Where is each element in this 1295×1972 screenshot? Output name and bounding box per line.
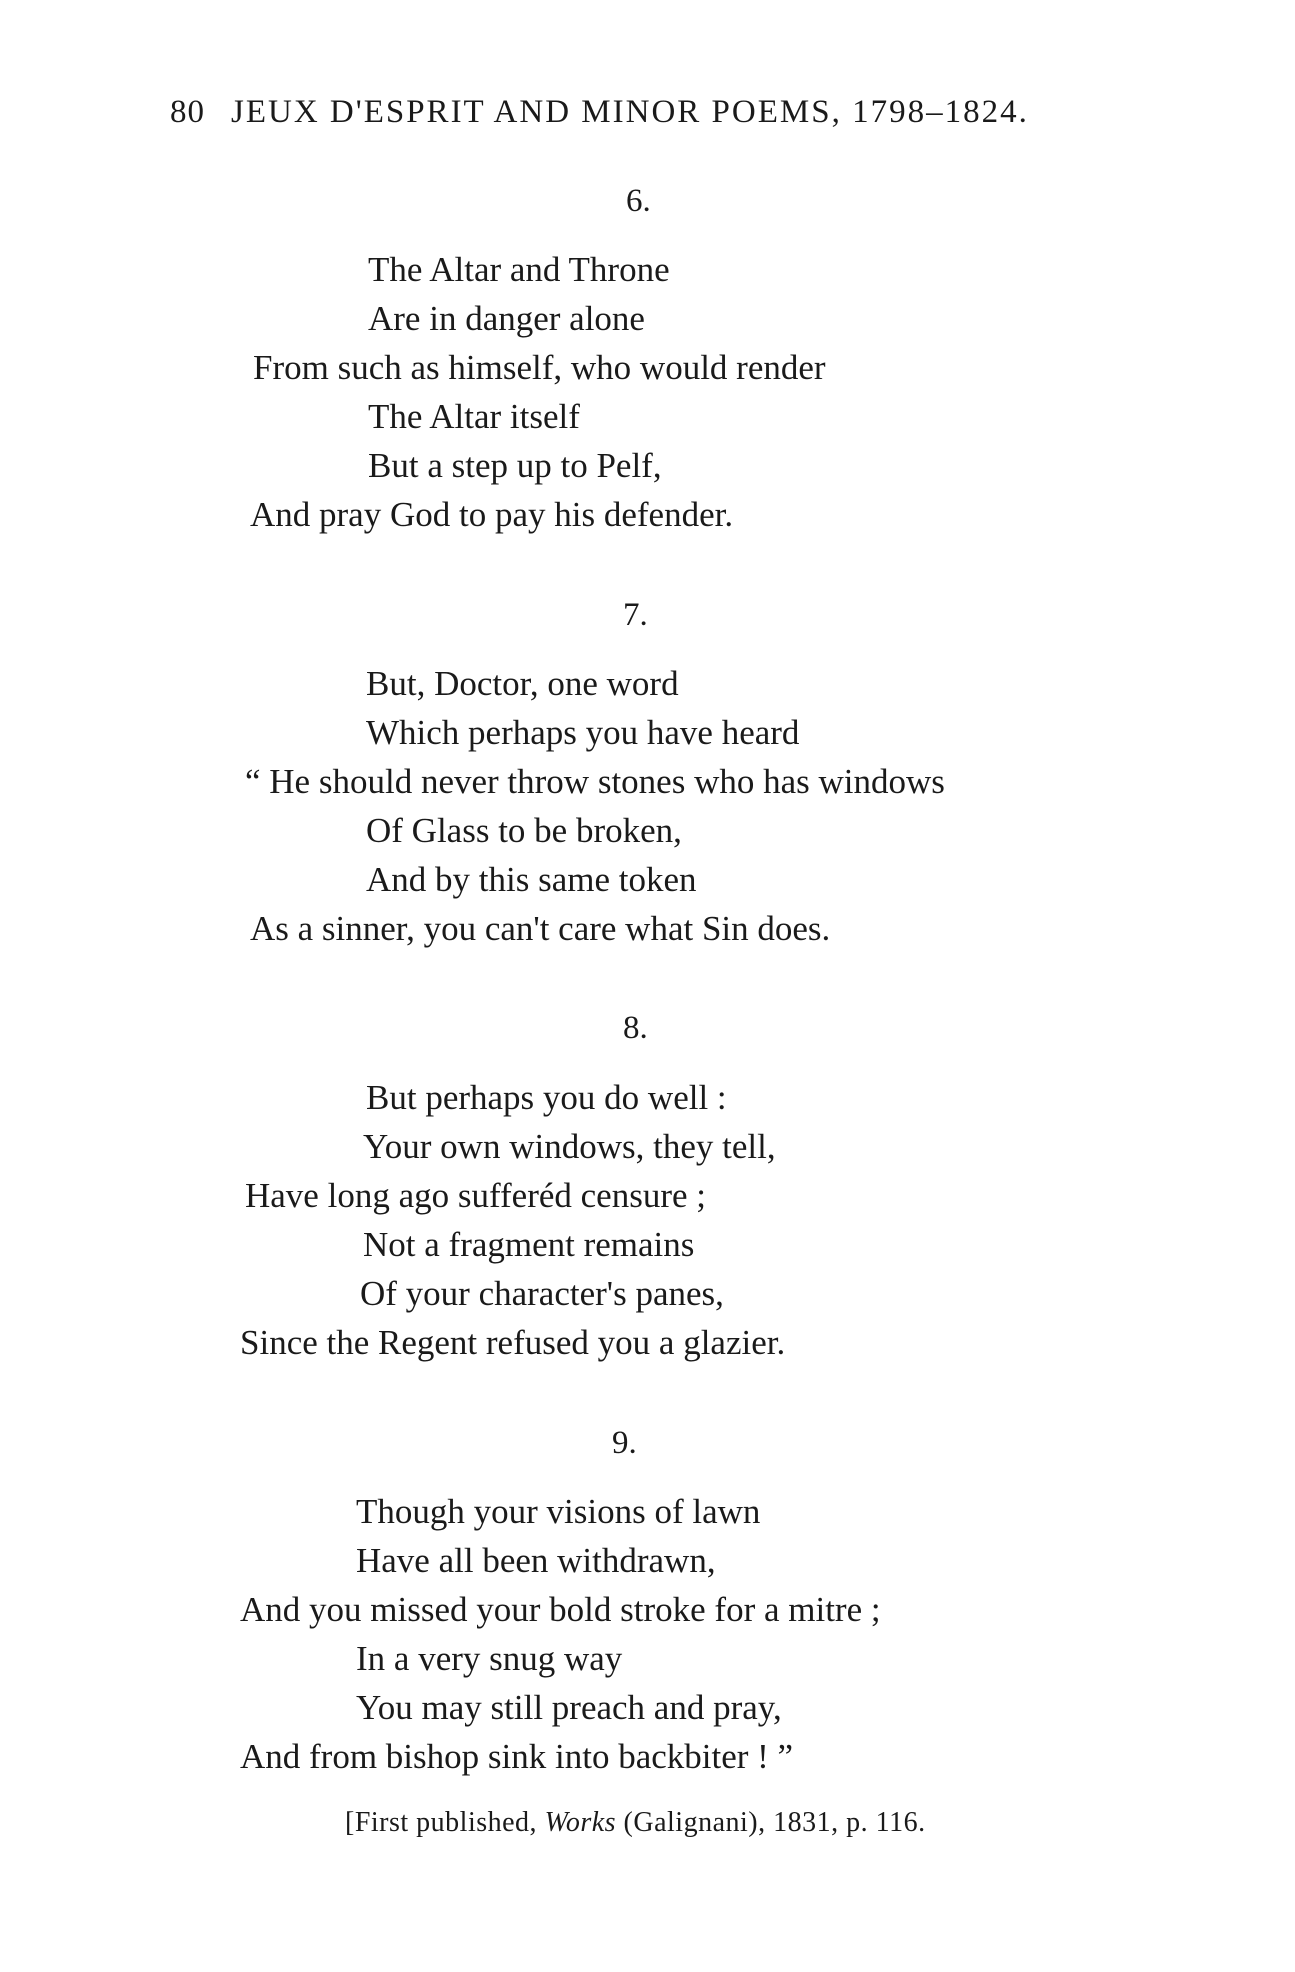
verse-line: The Altar itself <box>368 397 580 436</box>
verse-line: Have long ago sufferéd censure ; <box>245 1176 706 1215</box>
verse-line: You may still preach and pray, <box>356 1688 782 1727</box>
verse-line: In a very snug way <box>356 1639 623 1678</box>
verse-line: Since the Regent refused you a glazier. <box>240 1323 786 1362</box>
stanza-number: 6. <box>626 183 651 219</box>
verse-line: Are in danger alone <box>368 299 645 338</box>
verse-line: Of your character's panes, <box>360 1274 724 1313</box>
verse-line: And by this same token <box>366 860 697 899</box>
verse-line: Which perhaps you have heard <box>366 713 800 752</box>
publication-note <box>345 1807 926 1839</box>
page-number: 80 <box>170 94 205 130</box>
stanza-number: 7. <box>623 597 648 633</box>
stanza-number: 9. <box>612 1425 637 1461</box>
verse-line: Though your visions of lawn <box>356 1492 761 1531</box>
verse-line: Of Glass to be broken, <box>366 811 682 850</box>
verse-line: As a sinner, you can't care what Sin does. <box>250 909 831 948</box>
verse-line: But perhaps you do well : <box>366 1078 727 1117</box>
stanza-number: 8. <box>623 1010 648 1046</box>
note-prefix: [First published, <box>345 1807 538 1838</box>
verse-line: But, Doctor, one word <box>366 664 679 703</box>
note-suffix: (Galignani), 1831, p. 116. <box>623 1807 926 1838</box>
verse-line: Not a fragment remains <box>363 1225 695 1264</box>
verse-line: Have all been withdrawn, <box>356 1541 716 1580</box>
verse-line: Your own windows, they tell, <box>363 1127 776 1166</box>
running-title: JEUX D'ESPRIT AND MINOR POEMS, 1798–1824. <box>231 94 1029 130</box>
verse-line: And pray God to pay his defender. <box>250 495 734 534</box>
running-header <box>170 94 1029 131</box>
verse-line: And you missed your bold stroke for a mitre ; <box>240 1590 881 1629</box>
verse-line: And from bishop sink into backbiter ! ” <box>240 1737 794 1776</box>
note-work-title: Works <box>544 1807 617 1838</box>
verse-line: “ He should never throw stones who has windows <box>245 762 945 801</box>
verse-line: From such as himself, who would render <box>253 348 826 387</box>
verse-line: The Altar and Throne <box>368 250 670 289</box>
verse-line: But a step up to Pelf, <box>368 446 662 485</box>
